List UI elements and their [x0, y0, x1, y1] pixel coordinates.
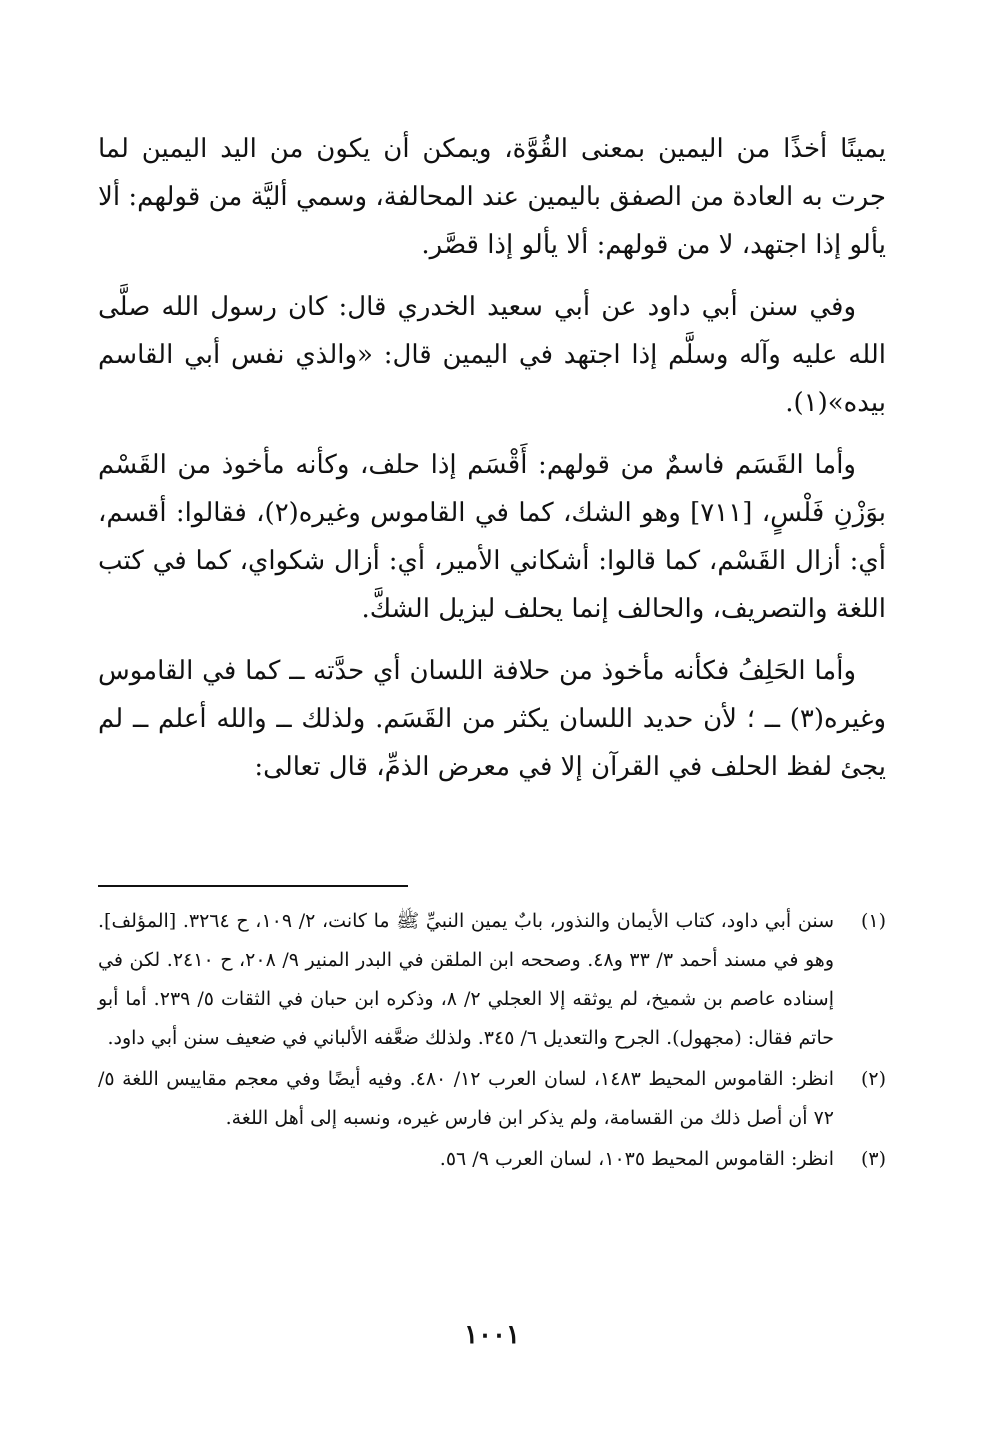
footnote-number: (٣): [860, 1148, 886, 1170]
footnote-2: [98, 1060, 886, 1138]
footnote-text: انظر: القاموس المحيط ١٠٣٥، لسان العرب ٩/ ٥٦.: [439, 1148, 834, 1170]
paragraph-2: وفي سنن أبي داود عن أبي سعيد الخدري قال: كان رسول الله صلَّى الله عليه وآله وسلَّم إذا اجتهد في اليمين قال: «والذي نفس أبي القاسم بيده»(١).: [98, 292, 886, 418]
footnote-text: انظر: القاموس المحيط ١٤٨٣، لسان العرب ١٢/ ٤٨٠. وفيه أيضًا وفي معجم مقاييس اللغة ٥/ ٧٢ أن أصل ذلك من القسامة، ولم يذكر ابن فارس غيره، ونسبه إلى أهل اللغة.: [98, 1068, 834, 1129]
footnote-separator: [98, 885, 408, 887]
footnotes: [98, 902, 886, 1181]
paragraph-3: وأما القَسَم فاسمٌ من قولهم: أَقْسَم إذا حلف، وكأنه مأخوذ من القَسْم بوَزْنِ فَلْسٍ، [٧١١] وهو الشك، كما في القاموس وغيره(٢)، فقالوا: أقسم، أي: أزال القَسْم، كما قالوا: أشكاني الأمير، أي: أزال شكواي، كما في كتب اللغة والتصريف، والحالف إنما يحلف ليزيل الشكَّ.: [98, 450, 886, 624]
footnote-number: (١): [860, 910, 886, 932]
main-text: [98, 125, 886, 791]
paragraph-1: يمينًا أخذًا من اليمين بمعنى القُوَّة، ويمكن أن يكون من اليد اليمين لما جرت به العادة من الصفق باليمين عند المحالفة، وسمي أليَّة من قولهم: ألا يألو إذا اجتهد، لا من قولهم: ألا يألو إذا قصَّر.: [98, 134, 886, 260]
paragraph-4: وأما الحَلِفُ فكأنه مأخوذ من حلافة اللسان أي حدَّته ــ كما في القاموس وغيره(٣) ــ ؛ لأن حديد اللسان يكثر من القَسَم. ولذلك ــ والله أعلم ــ لم يجئ لفظ الحلف في القرآن إلا في معرض الذمِّ، قال تعالى:: [98, 656, 886, 782]
footnote-number: (٢): [860, 1068, 886, 1090]
page-number: ١٠٠١: [464, 1320, 520, 1350]
footnote-text: سنن أبي داود، كتاب الأيمان والنذور، بابٌ يمين النبيِّ ﷺ ما كانت، ٢/ ١٠٩، ح ٣٢٦٤. [المؤلف]. وهو في مسند أحمد ٣/ ٣٣ و٤٨. وصححه ابن الملقن في البدر المنير ٩/ ٢٠٨، ح ٢٤١٠. لكن في إسناده عاصم بن شميخ، لم يوثقه إلا العجلي ٢/ ٨، وذكره ابن حبان في الثقات ٥/ ٢٣٩. أما أبو حاتم فقال: (مجهول). الجرح والتعديل ٦/ ٣٤٥. ولذلك ضعَّفه الألباني في ضعيف سنن أبي داود.: [98, 910, 834, 1049]
footnote-3: [98, 1140, 886, 1179]
footnote-1: [98, 902, 886, 1058]
